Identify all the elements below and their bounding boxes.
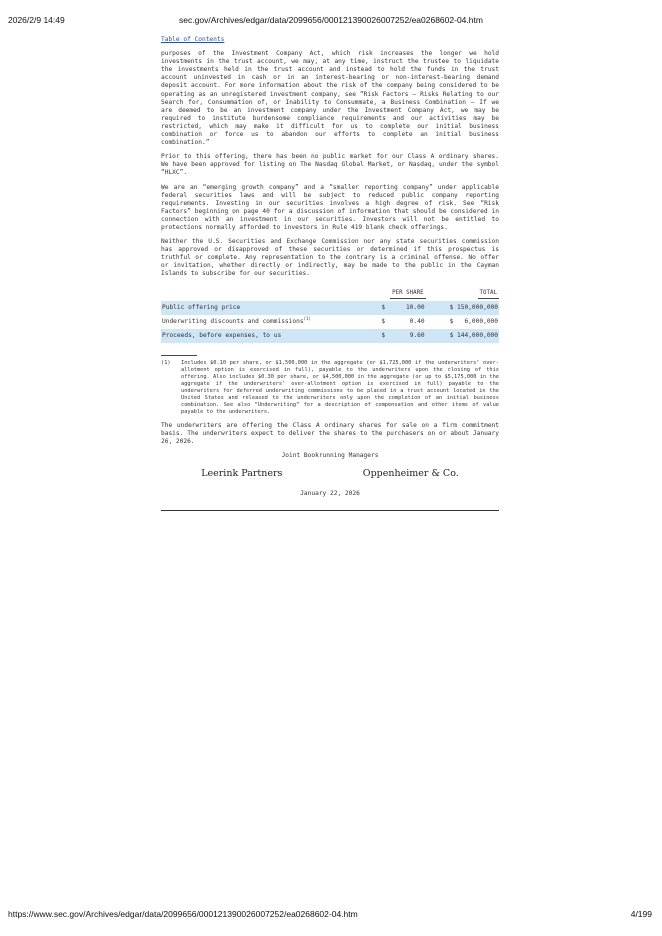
currency-symbol: $ [380,301,394,315]
paragraph-listing: Prior to this offering, there has been no public market for our Class A ordinary shares. We have been approved for listing on The Nasdaq Global Market, or Nasdaq, under the symbol “HLXC”. [161,153,499,177]
table-row [161,301,499,315]
print-datetime: 2026/2/9 14:49 [8,15,65,25]
paragraph-emerging-growth: We are an “emerging growth company” and a “smaller reporting company” under applicable federal securities laws and will be subject to reduced public company reporting requirements. Investing in our securities involves a high degree of risk. See “Risk Factors” beginning on page 40 for a discussion of information that should be considered in connection with an investment in our securities. Investors will not be entitled to protections normally afforded to investors in Rule 419 blank check offerings. [161,183,499,231]
paragraph-investment-company: purposes of the Investment Company Act, which risk increases the longer we hold investments in the trust account, we may, at any time, instruct the trustee to liquidate the investments held in the trust account and instead to hold the funds in the trust account uninvested in cash or in an interest-bearing or non-interest-bearing demand deposit account. For more information about the risk of the company being considered to be operating as an unregistered investment company, see “Risk Factors — Risks Relating to our Search for, Consummation of, or Inability to Consummate, a Business Combination — If we are deemed to be an investment company under the Investment Company Act, we may be required to institute burdensome compliance requirements and our activities may be restricted, which may make it difficult for us to complete our initial business combination or force us to abandon our efforts to complete an initial business combination.” [161,50,499,147]
document-page [161,36,499,511]
per-share-value: 10.00 [394,301,425,315]
managers-row [161,470,499,478]
header-per-share: PER SHARE [380,289,425,301]
total-value: $ 144,000,000 [426,329,499,343]
table-row [161,329,499,343]
print-url-title: sec.gov/Archives/edgar/data/2099656/000121390026007252/ea0268602-04.htm [179,15,483,25]
footnote-number: (1) [161,359,171,366]
managers-heading: Joint Bookrunning Managers [281,452,379,460]
per-share-value: 0.40 [409,317,425,325]
total-value: $ 150,000,000 [426,301,499,315]
footnote [161,360,499,416]
currency-symbol: $ [380,329,394,343]
end-divider [161,510,499,511]
paragraph-delivery: The underwriters are offering the Class A ordinary shares for sale on a firm commitment basis. The underwriters expect to deliver the shares to the purchasers on or about January 26, 2026. [161,421,499,446]
manager-oppenheimer: Oppenheimer & Co. [362,468,459,480]
page-number: 4/199 [630,909,652,919]
table-row [161,315,499,329]
paragraph-sec-disclaimer: Neither the U.S. Securities and Exchange Commission nor any state securities commission has approved or disapproved of these securities or determined if this prospectus is truthful or complete. Any representation to the contrary is a criminal offense. No offer or invitation, whether directly or indirectly, may be made to the public in the Cayman Islands to subscribe for our securities. [161,238,499,278]
total-value: $ 6,000,000 [449,317,498,325]
footer-url: https://www.sec.gov/Archives/edgar/data/2099656/000121390026007252/ea0268602-04.htm [8,909,358,919]
prospectus-date: January 22, 2026 [300,490,360,498]
offering-table-header [161,289,499,301]
header-total: TOTAL [426,289,499,301]
offering-table [161,289,499,343]
footnote-divider [161,355,197,356]
row-label: Underwriting discounts and commissions$^{(1)}$ [162,315,311,325]
footnote-marker: (1) [303,315,311,321]
per-share-value: 9.60 [394,329,425,343]
table-of-contents-link[interactable]: Table of Contents [161,36,225,43]
row-label: Proceeds, before expenses, to us [161,329,380,343]
manager-leerink: Leerink Partners [201,468,283,480]
row-label: Public offering price [161,301,380,315]
footnote-text: Includes $0.10 per share, or $1,500,000 in the aggregate (or $1,725,000 if the underwriters’ over-allotment option is exercised in full), payable to the underwriters upon the closing of this offering. Also includes $0.30 per share, or $4,500,000 in the aggregate (or up to $5,175,000 in the aggregate if the underwriters’ over-allotment option is exercised in full) payable to the underwriters for deferred underwriting commissions to be placed in a trust account located in the United States and released to the underwriters only upon the completion of an initial business combination. See also “Underwriting” for a description of compensation and other items of value payable to the underwriters. [181,359,499,415]
currency-symbol: $ [381,317,386,325]
